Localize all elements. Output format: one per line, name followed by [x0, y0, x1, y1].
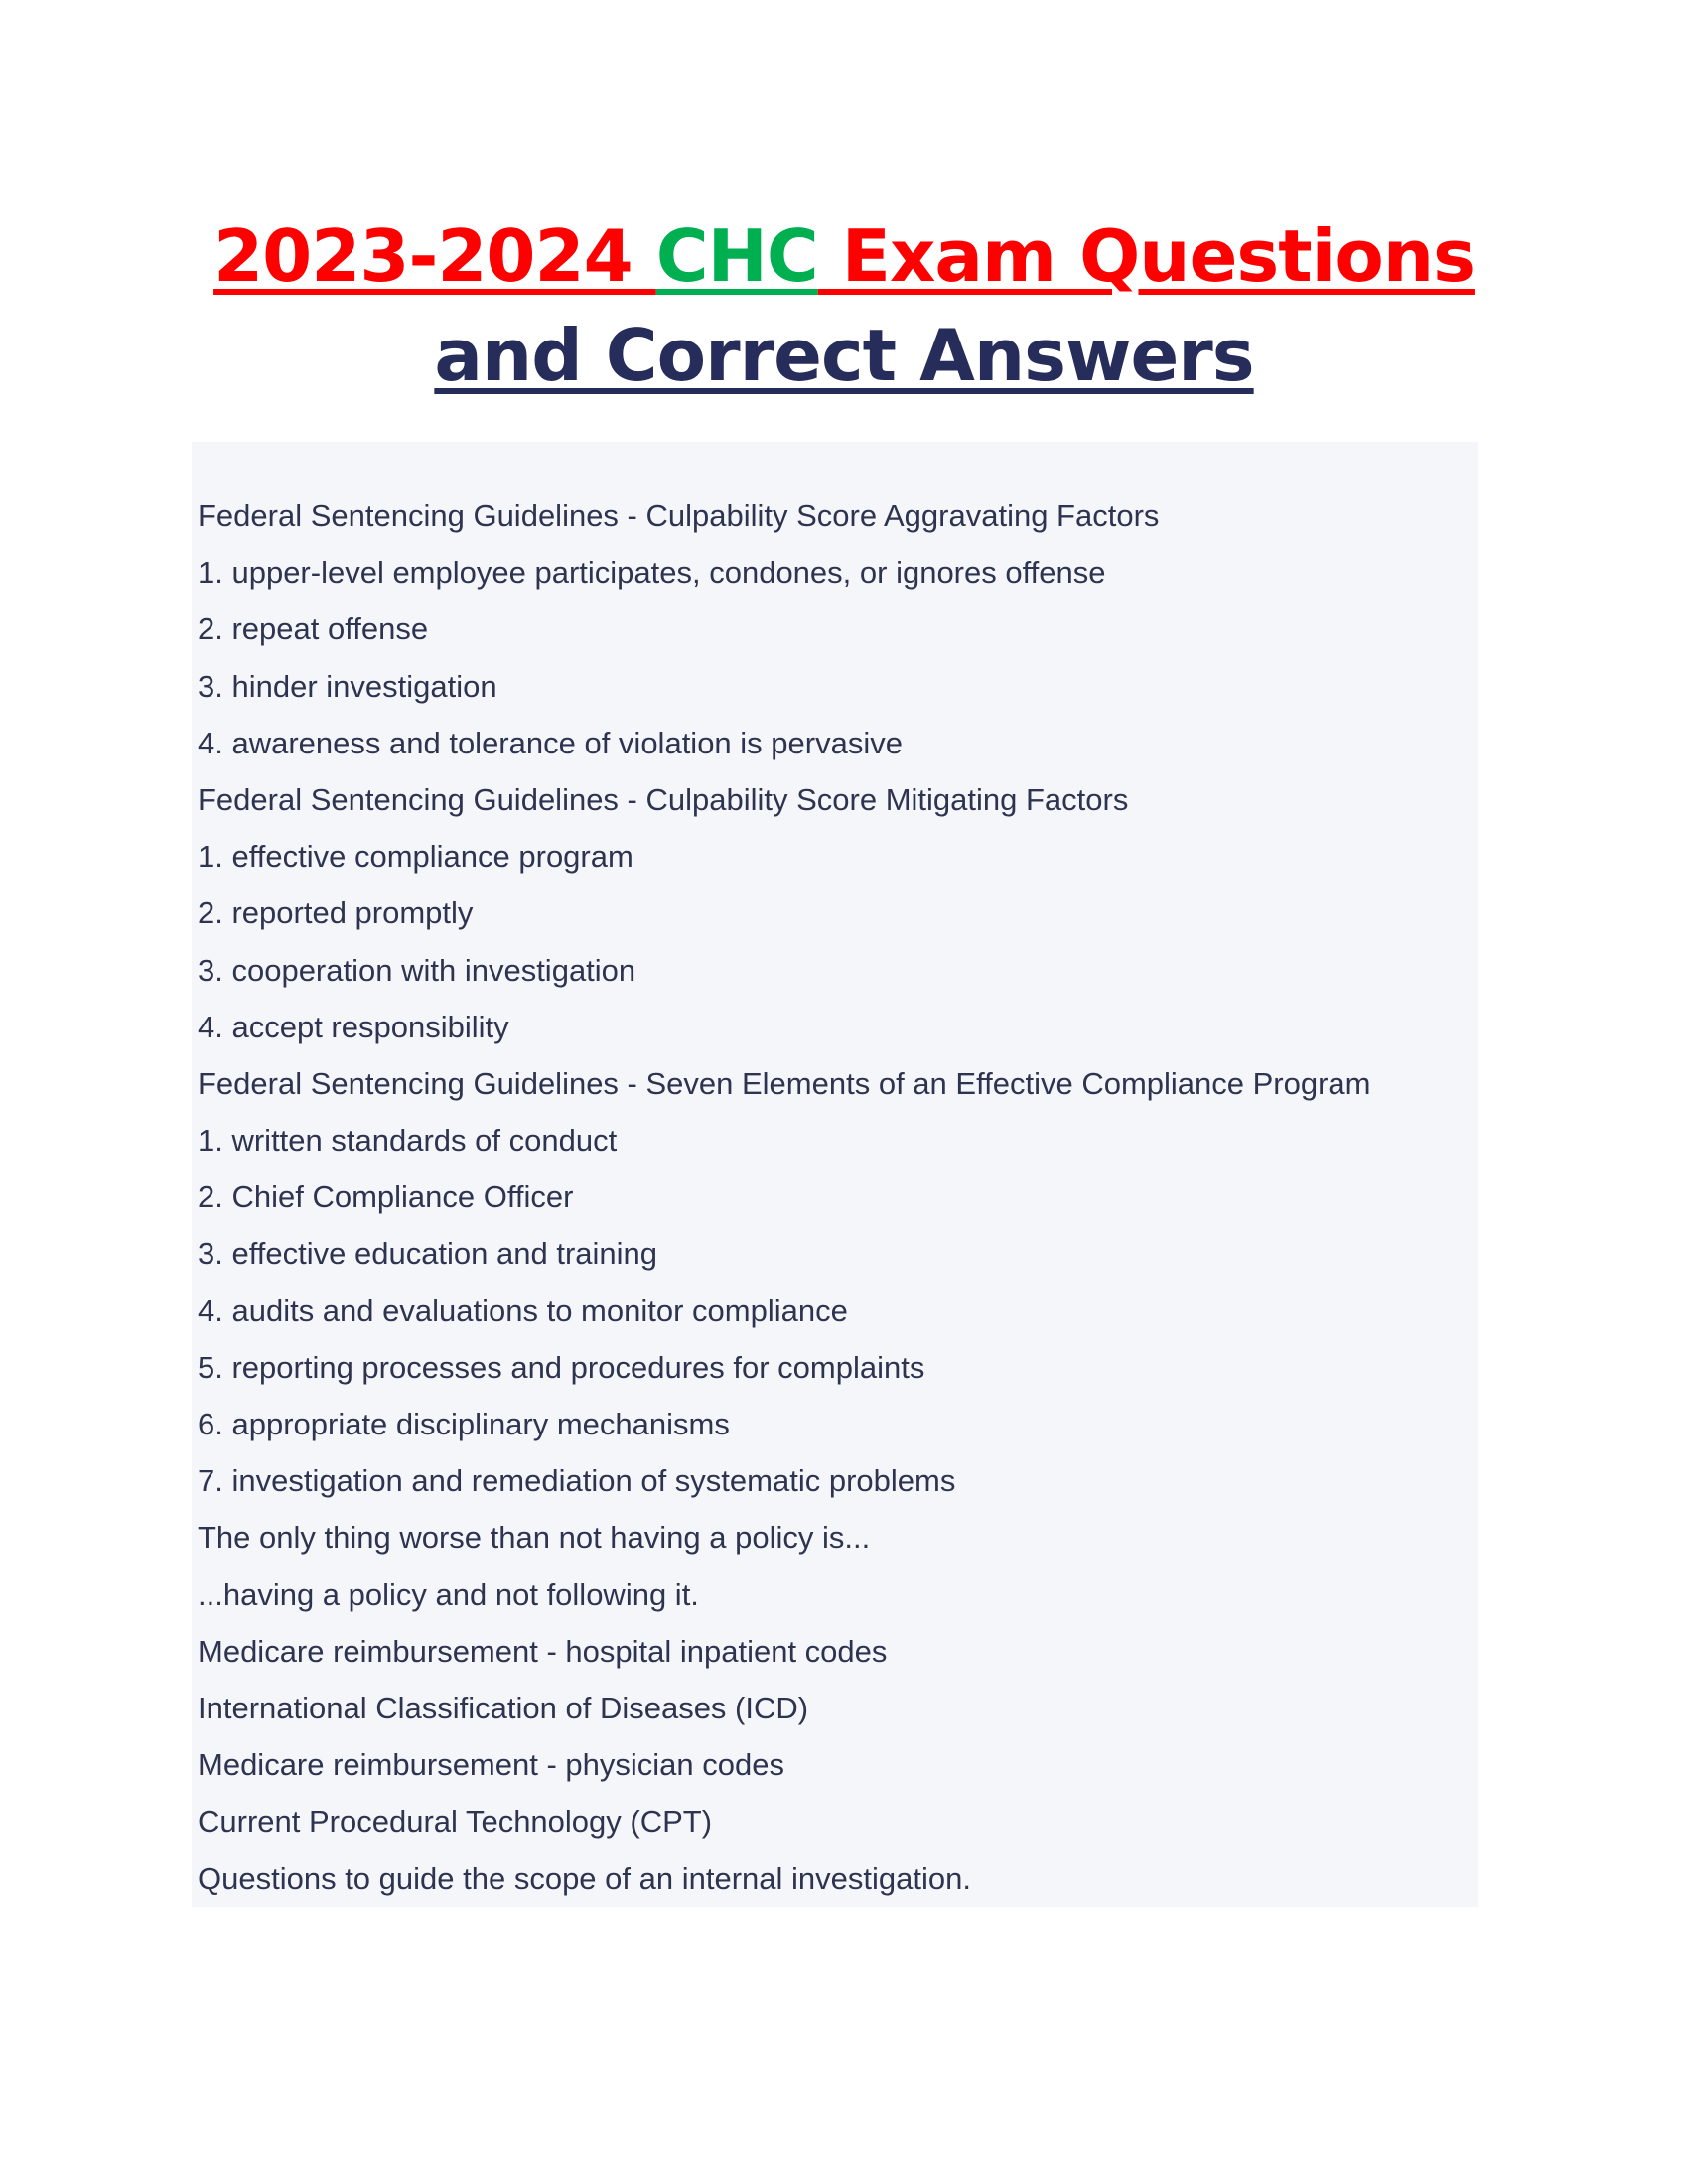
content-line: 3. cooperation with investigation	[198, 952, 636, 988]
content-line: 2. reported promptly	[198, 895, 474, 931]
content-line: Medicare reimbursement - physician codes	[198, 1747, 784, 1783]
title-correct-answers: and Correct Answers	[434, 314, 1254, 397]
content-line: ...having a policy and not following it.	[198, 1576, 699, 1612]
content-line: Federal Sentencing Guidelines - Culpability Score Aggravating Factors	[198, 498, 1160, 533]
content-line: Federal Sentencing Guidelines - Culpability Score Mitigating Factors	[198, 781, 1129, 817]
title-exam-questions: Exam Questions	[817, 214, 1475, 298]
content-line: 2. Chief Compliance Officer	[198, 1179, 574, 1215]
content-line: 1. effective compliance program	[198, 839, 633, 875]
content-line: 3. effective education and training	[198, 1236, 658, 1272]
content-line: 1. upper-level employee participates, condones, or ignores offense	[198, 555, 1106, 591]
content-line: 4. audits and evaluations to monitor compliance	[198, 1293, 848, 1328]
content-line: Medicare reimbursement - hospital inpatient codes	[198, 1633, 888, 1669]
content-line: 4. accept responsibility	[198, 1009, 509, 1044]
title-chc: CHC	[655, 214, 818, 298]
content-line: 2. repeat offense	[198, 612, 429, 647]
content-line: 1. written standards of conduct	[198, 1123, 618, 1159]
content-line: International Classification of Diseases (ICD)	[198, 1690, 809, 1725]
document-title-line-1	[0, 206, 1688, 306]
content-line: The only thing worse than not having a policy is...	[198, 1520, 871, 1556]
content-line: 4. awareness and tolerance of violation is pervasive	[198, 725, 903, 760]
content-line: 3. hinder investigation	[198, 668, 497, 704]
title-years: 2023-2024	[213, 214, 656, 298]
content-line: Federal Sentencing Guidelines - Seven Elements of an Effective Compliance Program	[198, 1065, 1371, 1101]
content-line: Current Procedural Technology (CPT)	[198, 1804, 713, 1840]
document-title-line-2	[0, 306, 1688, 405]
content-line: 5. reporting processes and procedures for complaints	[198, 1349, 925, 1385]
content-line: 7. investigation and remediation of systematic problems	[198, 1463, 956, 1499]
content-line: Questions to guide the scope of an internal investigation.	[198, 1860, 971, 1896]
content-line: 6. appropriate disciplinary mechanisms	[198, 1407, 730, 1441]
content-lines	[198, 493, 1371, 1913]
